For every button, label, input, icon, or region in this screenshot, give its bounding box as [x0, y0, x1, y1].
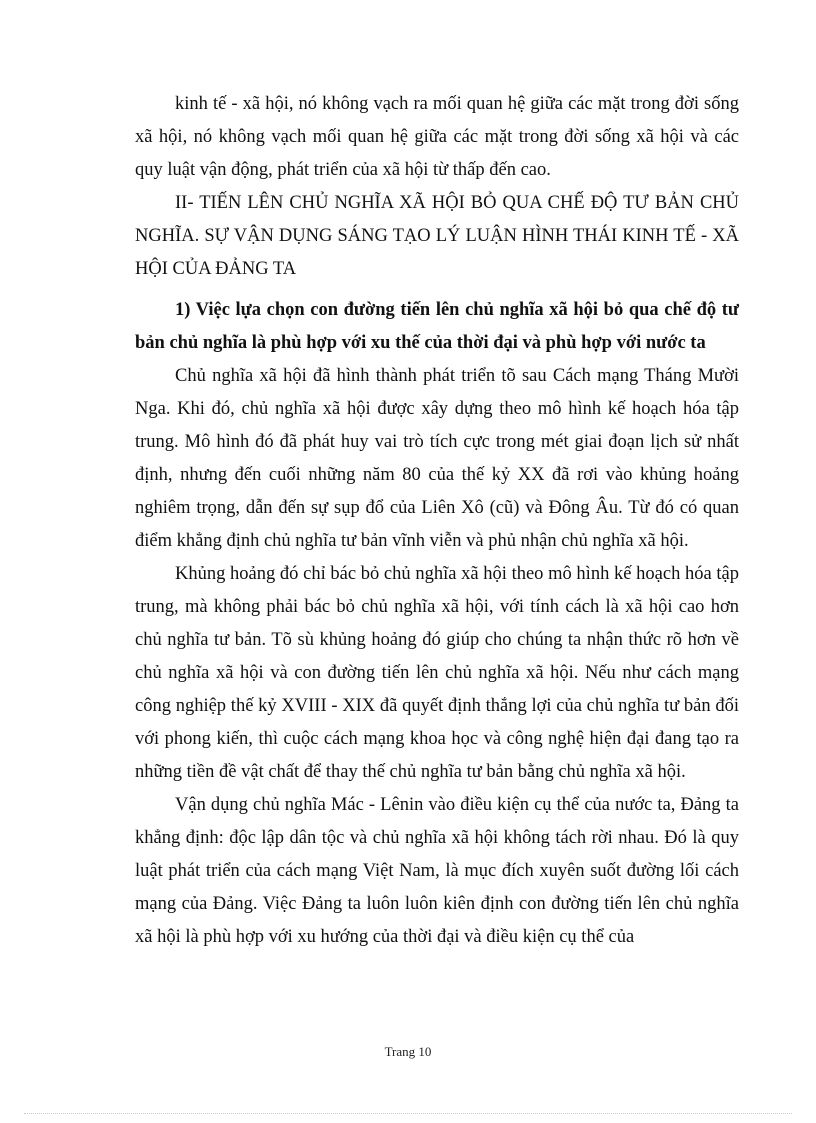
subsection-heading: 1) Việc lựa chọn con đường tiến lên chủ nghĩa xã hội bỏ qua chế độ tư bản chủ nghĩa là phù hợp với xu thế của thời đại và phù hợp với nước ta [135, 300, 739, 353]
section-heading: II- TIẾN LÊN CHỦ NGHĨA XÃ HỘI BỎ QUA CHẾ ĐỘ TƯ BẢN CHỦ NGHĨA. SỰ VẬN DỤNG SÁNG TẠO LÝ LUẬN HÌNH THÁI KINH TẾ - XÃ HỘI CỦA ĐẢNG TA [135, 193, 739, 279]
paragraph-continued: kinh tế - xã hội, nó không vạch ra mối quan hệ giữa các mặt trong đời sống xã hội, nó không vạch mối quan hệ giữa các mặt trong đời sống xã hội và các quy luật vận động, phát triển của xã hội từ thấp đến cao. [135, 94, 739, 180]
paragraph: Khủng hoảng đó chỉ bác bỏ chủ nghĩa xã hội theo mô hình kế hoạch hóa tập trung, mà không phải bác bỏ chủ nghĩa xã hội, với tính cách là xã hội cao hơn chủ nghĩa tư bản. Tõ sù khủng hoảng đó giúp cho chúng ta nhận thức rõ hơn về chủ nghĩa xã hội và con đường tiến lên chủ nghĩa xã hội. Nếu như cách mạng công nghiệp thế kỷ XVIII - XIX đã quyết định thắng lợi của chủ nghĩa tư bản đối với phong kiến, thì cuộc cách mạng khoa học và công nghệ hiện đại đang tạo ra những tiền đề vật chất để thay thế chủ nghĩa tư bản bằng chủ nghĩa xã hội. [135, 564, 739, 782]
paragraph: Chủ nghĩa xã hội đã hình thành phát triển tõ sau Cách mạng Tháng Mười Nga. Khi đó, chủ nghĩa xã hội được xây dựng theo mô hình kế hoạch hóa tập trung. Mô hình đó đã phát huy vai trò tích cực trong mét giai đoạn lịch sử nhất định, nhưng đến cuối những năm 80 của thế kỷ XX đã rơi vào khủng hoảng nghiêm trọng, dẫn đến sự sụp đổ của Liên Xô (cũ) và Đông Âu. Từ đó có quan điểm khẳng định chủ nghĩa tư bản vĩnh viễn và phủ nhận chủ nghĩa xã hội. [135, 366, 739, 551]
page-body [135, 88, 739, 954]
paragraph: Vận dụng chủ nghĩa Mác - Lênin vào điều kiện cụ thể của nước ta, Đảng ta khẳng định: độc lập dân tộc và chủ nghĩa xã hội không tách rời nhau. Đó là quy luật phát triển của cách mạng Việt Nam, là mục đích xuyên suốt đường lối cách mạng của Đảng. Việc Đảng ta luôn luôn kiên định con đường tiến lên chủ nghĩa xã hội là phù hợp với xu hướng của thời đại và điều kiện cụ thể của [135, 795, 739, 947]
page-number: Trang 10 [384, 1044, 432, 1059]
page-divider [24, 1113, 792, 1114]
